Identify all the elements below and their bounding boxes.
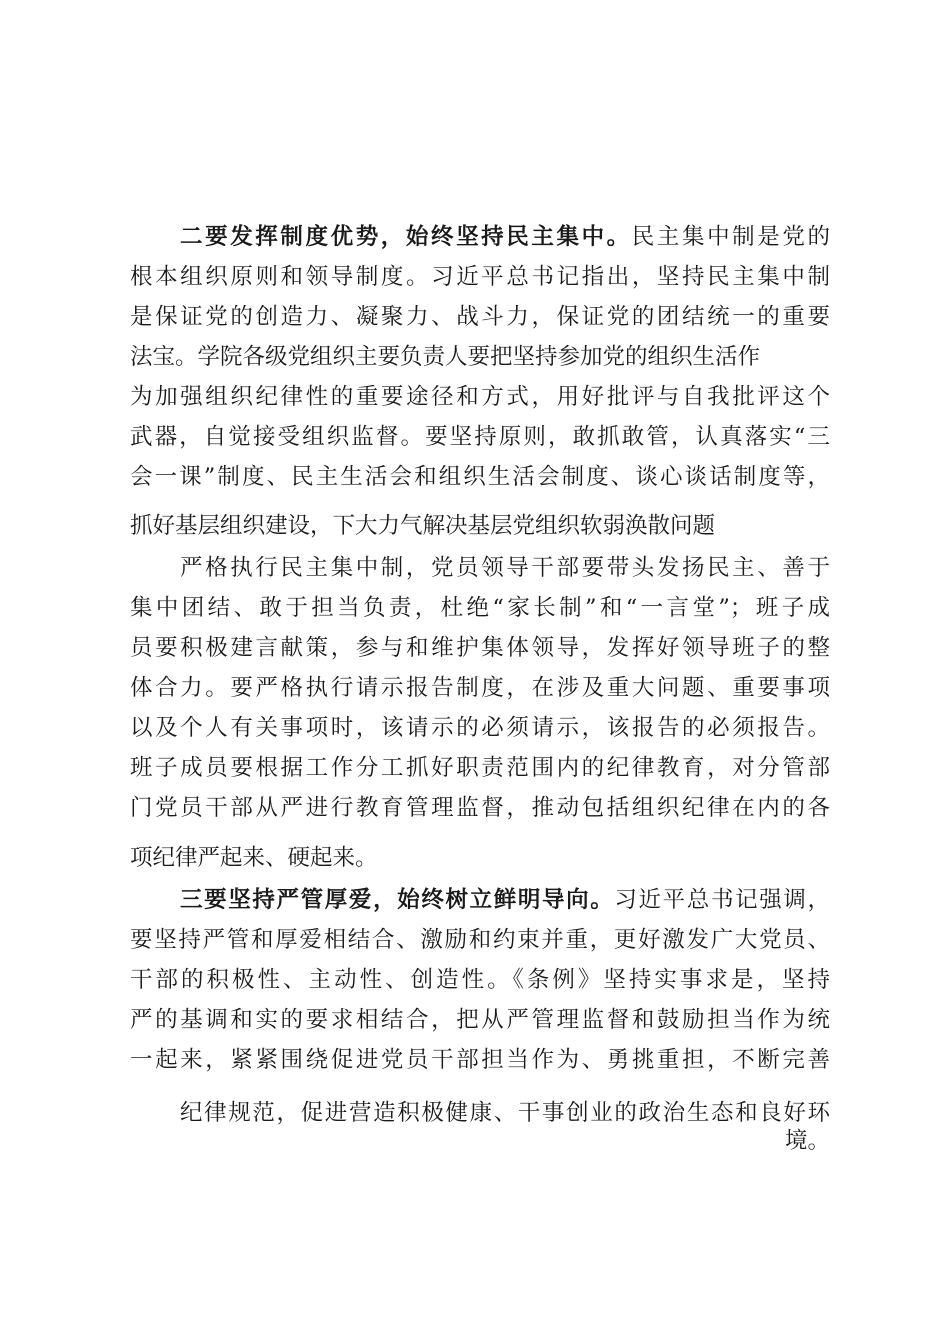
paragraph-5-line-2: 境。 bbox=[784, 1128, 830, 1154]
paragraph-2-line-1 bbox=[180, 222, 830, 252]
paragraph-5-line-1: 纪律规范，促进营造积极健康、干事创业的政治生态和良好环 bbox=[180, 1100, 830, 1126]
paragraph-4-line-1-text: 习近平总书记强调， bbox=[614, 887, 830, 913]
paragraph-2-line-8: 抓好基层组织建设，下大力气解决基层党组织软弱涣散问题 bbox=[130, 513, 716, 539]
paragraph-3-line-8: 项纪律严起来、硬起来。 bbox=[130, 845, 378, 871]
paragraph-2-line-4: 法宝。学院各级党组织主要负责人要把坚持参加党的组织生活作 bbox=[130, 344, 761, 370]
paragraph-2-line-6: 武器，自觉接受组织监督。要坚持原则，敢抓敢管，认真落实“三 bbox=[130, 424, 830, 450]
paragraph-4-line-2: 要坚持严管和厚爱相结合、激励和约束并重，更好激发广大党员、 bbox=[130, 927, 830, 953]
paragraph-2-line-7: 会一课”制度、民主生活会和组织生活会制度、谈心谈话制度等， bbox=[130, 464, 830, 490]
paragraph-2-line-2: 根本组织原则和领导制度。习近平总书记指出，坚持民主集中制 bbox=[130, 264, 830, 290]
paragraph-4-line-4: 严的基调和实的要求相结合，把从严管理监督和鼓励担当作为统 bbox=[130, 1007, 830, 1033]
paragraph-2-line-3: 是保证党的创造力、凝聚力、战斗力，保证党的团结统一的重要 bbox=[130, 304, 830, 330]
paragraph-2-line-1-text: 民主集中制是党的 bbox=[631, 224, 830, 250]
paragraph-3-line-1: 严格执行民主集中制，党员领导干部要带头发扬民主、善于 bbox=[180, 555, 830, 581]
paragraph-3-line-3: 员要积极建言献策，参与和维护集体领导，发挥好领导班子的整 bbox=[130, 635, 830, 661]
paragraph-3-line-5: 以及个人有关事项时，该请示的必须请示，该报告的必须报告。 bbox=[130, 715, 830, 741]
paragraph-3-line-7: 门党员干部从严进行教育管理监督，推动包括组织纪律在内的各 bbox=[130, 795, 830, 821]
paragraph-3-line-4: 体合力。要严格执行请示报告制度，在涉及重大问题、重要事项 bbox=[130, 675, 830, 701]
paragraph-3-line-6: 班子成员要根据工作分工抓好职责范围内的纪律教育，对分管部 bbox=[130, 755, 830, 781]
paragraph-2-line-5: 为加强组织纪律性的重要途径和方式，用好批评与自我批评这个 bbox=[130, 384, 830, 410]
paragraph-4-line-1 bbox=[180, 885, 830, 915]
paragraph-4-line-5: 一起来，紧紧围绕促进党员干部担当作为、勇挑重担，不断完善 bbox=[130, 1047, 830, 1073]
paragraph-4-line-3: 干部的积极性、主动性、创造性。《条例》坚持实事求是，坚持 bbox=[130, 967, 830, 993]
paragraph-4-heading: 三要坚持严管厚爱，始终树立鲜明导向。 bbox=[180, 887, 615, 913]
paragraph-3-line-2: 集中团结、敢于担当负责，杜绝“家长制”和“一言堂”；班子成 bbox=[130, 595, 830, 621]
paragraph-2-heading: 二要发挥制度优势，始终坚持民主集中。 bbox=[180, 224, 632, 250]
